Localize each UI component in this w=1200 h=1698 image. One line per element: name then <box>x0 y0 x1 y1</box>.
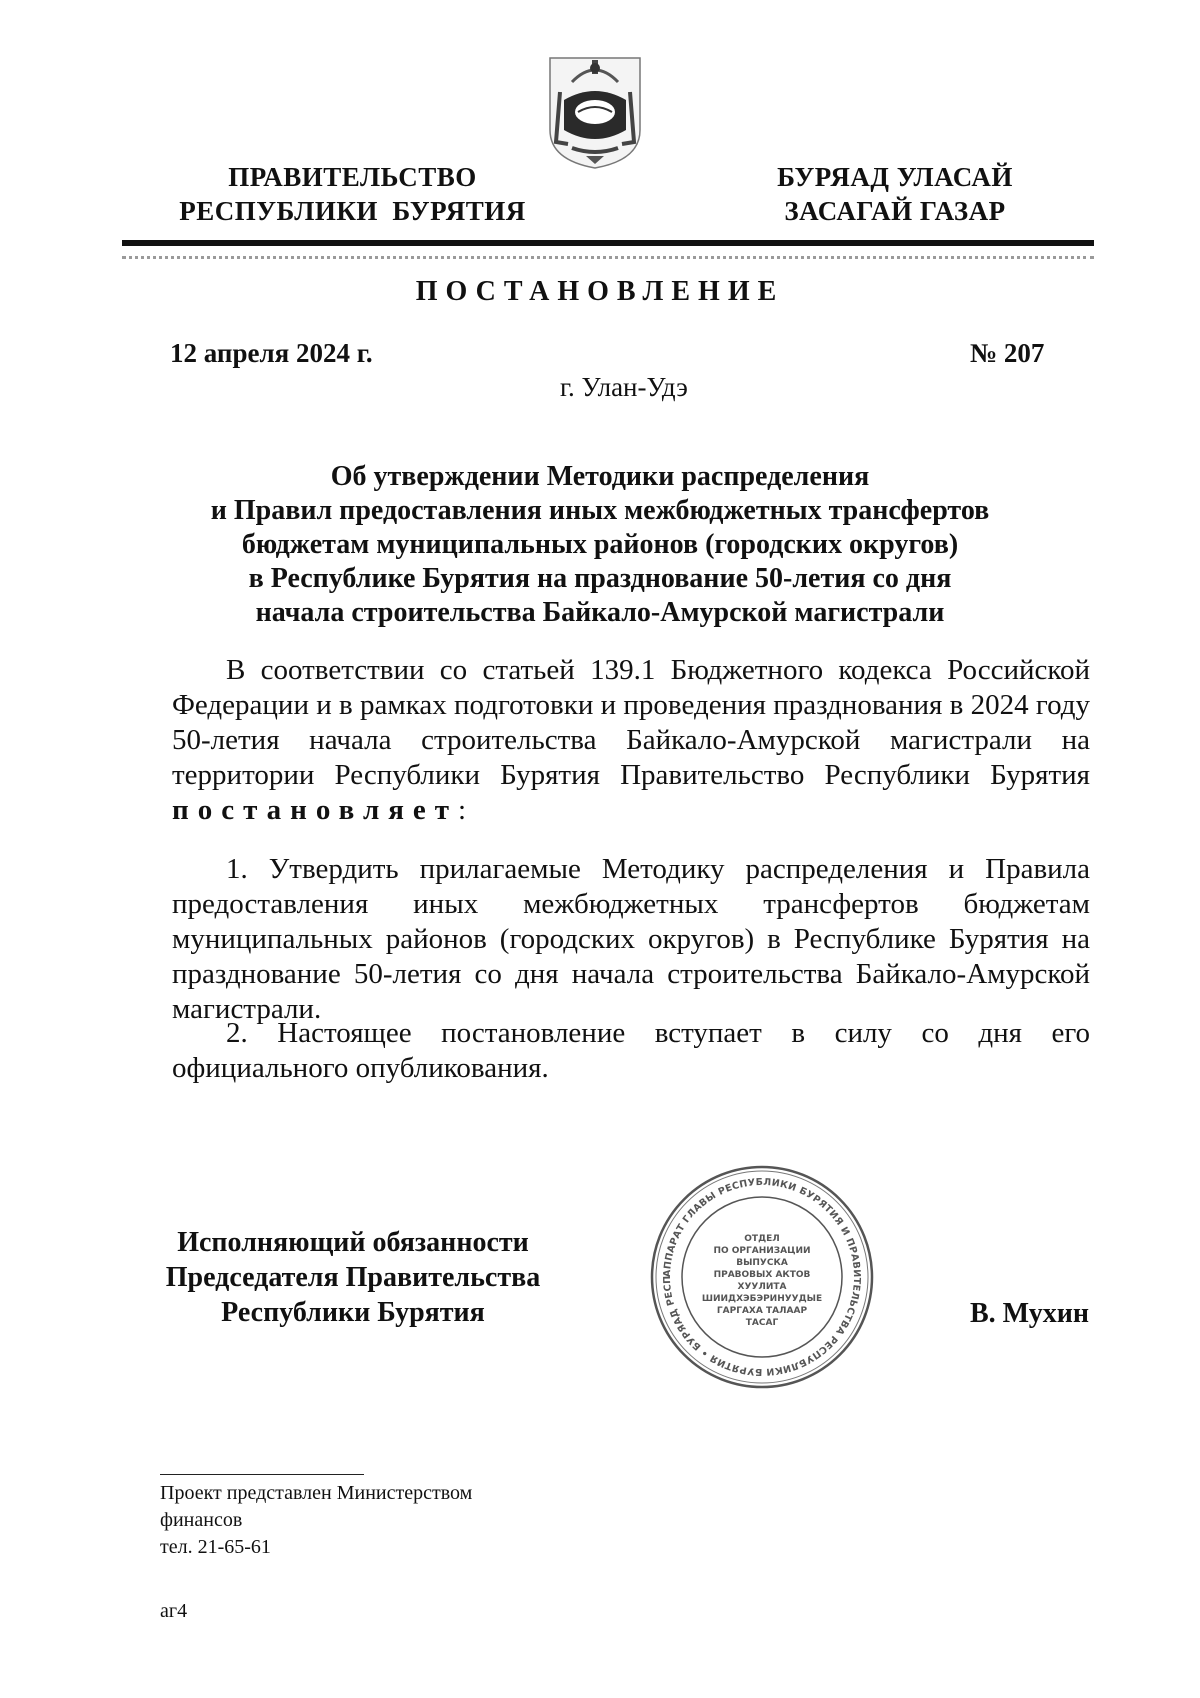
document-number: № 207 <box>970 338 1045 368</box>
subject-line: Об утверждении Методики распределения <box>330 461 870 492</box>
footer-code: аг4 <box>160 1600 188 1622</box>
header-right-line1: БУРЯАД УЛАСАЙ <box>777 162 1013 192</box>
header-left-line2: РЕСПУБЛИКИ БУРЯТИЯ <box>179 196 526 226</box>
header-right <box>745 160 1045 228</box>
footer-line3: тел. 21-65-61 <box>160 1536 271 1558</box>
signatory-position-line2: Председателя Правительства <box>165 1262 541 1293</box>
signatory-position-line3: Республики Бурятия <box>221 1297 485 1328</box>
header-left-line1: ПРАВИТЕЛЬСТВО <box>228 162 477 192</box>
signatory-position-line1: Исполняющий обязанности <box>177 1227 529 1258</box>
header-rule-dotted <box>122 256 1094 260</box>
stamp-center-line: ХУУЛИТА <box>737 1282 787 1292</box>
document-city: г. Улан-Удэ <box>560 372 688 402</box>
stamp-center-line: ОТДЕЛ <box>744 1234 780 1244</box>
document-subject <box>150 460 1050 630</box>
footer-line2: финансов <box>160 1509 243 1531</box>
header-right-line2: ЗАСАГАЙ ГАЗАР <box>784 196 1006 226</box>
item-paragraph-2: 2. Настоящее постановление вступает в силу со дня его официального опубликования. <box>172 1017 1090 1084</box>
footer-line1: Проект представлен Министерством <box>160 1482 473 1504</box>
signatory-position <box>148 1225 558 1330</box>
preamble-paragraph <box>172 653 1090 828</box>
preamble-colon: : <box>458 794 467 826</box>
stamp-ring-text: АППАРАТ ГЛАВЫ РЕСПУБЛИКИ БУРЯТИЯ И ПРАВИТЕЛЬСТВА РЕСПУБЛИКИ БУРЯТИЯ • БУРЯАД РЕСП <box>661 1176 863 1378</box>
stamp-center-line: ШИИДХЭБЭРИНУУДЫЕ <box>701 1294 823 1304</box>
stamp-center-line: ПО ОРГАНИЗАЦИИ <box>713 1246 811 1256</box>
preamble-text: В соответствии со статьей 139.1 Бюджетного кодекса Российской Федерации и в рамках подготовки и проведения празднования в 2024 году 50-летия начала строительства Байкало-Амурской магистрали на территории Республики Бурятия Правительство Республики Бурятия <box>172 654 1090 791</box>
subject-line: бюджетам муниципальных районов (городских округов) <box>241 529 959 560</box>
official-stamp <box>648 1163 876 1391</box>
subject-line: в Республике Бурятия на празднование 50-летия со дня <box>248 563 952 594</box>
coat-of-arms-emblem <box>542 52 648 172</box>
header-left <box>170 160 535 228</box>
stamp-center-line: ВЫПУСКА <box>736 1258 788 1268</box>
decree-word: постановляет <box>172 794 459 826</box>
footer-note <box>160 1480 660 1561</box>
header-rule-thick <box>122 240 1094 246</box>
stamp-center-line: ТАСАГ <box>745 1318 779 1328</box>
stamp-center-line: ПРАВОВЫХ АКТОВ <box>713 1270 811 1280</box>
stamp-center-line: ГАРГАХА ТАЛААР <box>716 1306 808 1316</box>
item-paragraph-1: 1. Утвердить прилагаемые Методику распределения и Правила предоставления иных межбюджетных трансфертов бюджетам муниципальных районов (городских округов) в Республике Бурятия на празднование 50-летия со дня начала строительства Байкало-Амурской магистрали. <box>172 853 1090 1025</box>
signatory-name: В. Мухин <box>970 1298 1089 1329</box>
document-type-title: ПОСТАНОВЛЕНИЕ <box>415 276 785 307</box>
subject-line: начала строительства Байкало-Амурской магистрали <box>255 597 945 628</box>
subject-line: и Правил предоставления иных межбюджетных трансфертов <box>210 495 990 526</box>
document-date: 12 апреля 2024 г. <box>170 338 373 368</box>
footer-rule <box>160 1474 364 1475</box>
